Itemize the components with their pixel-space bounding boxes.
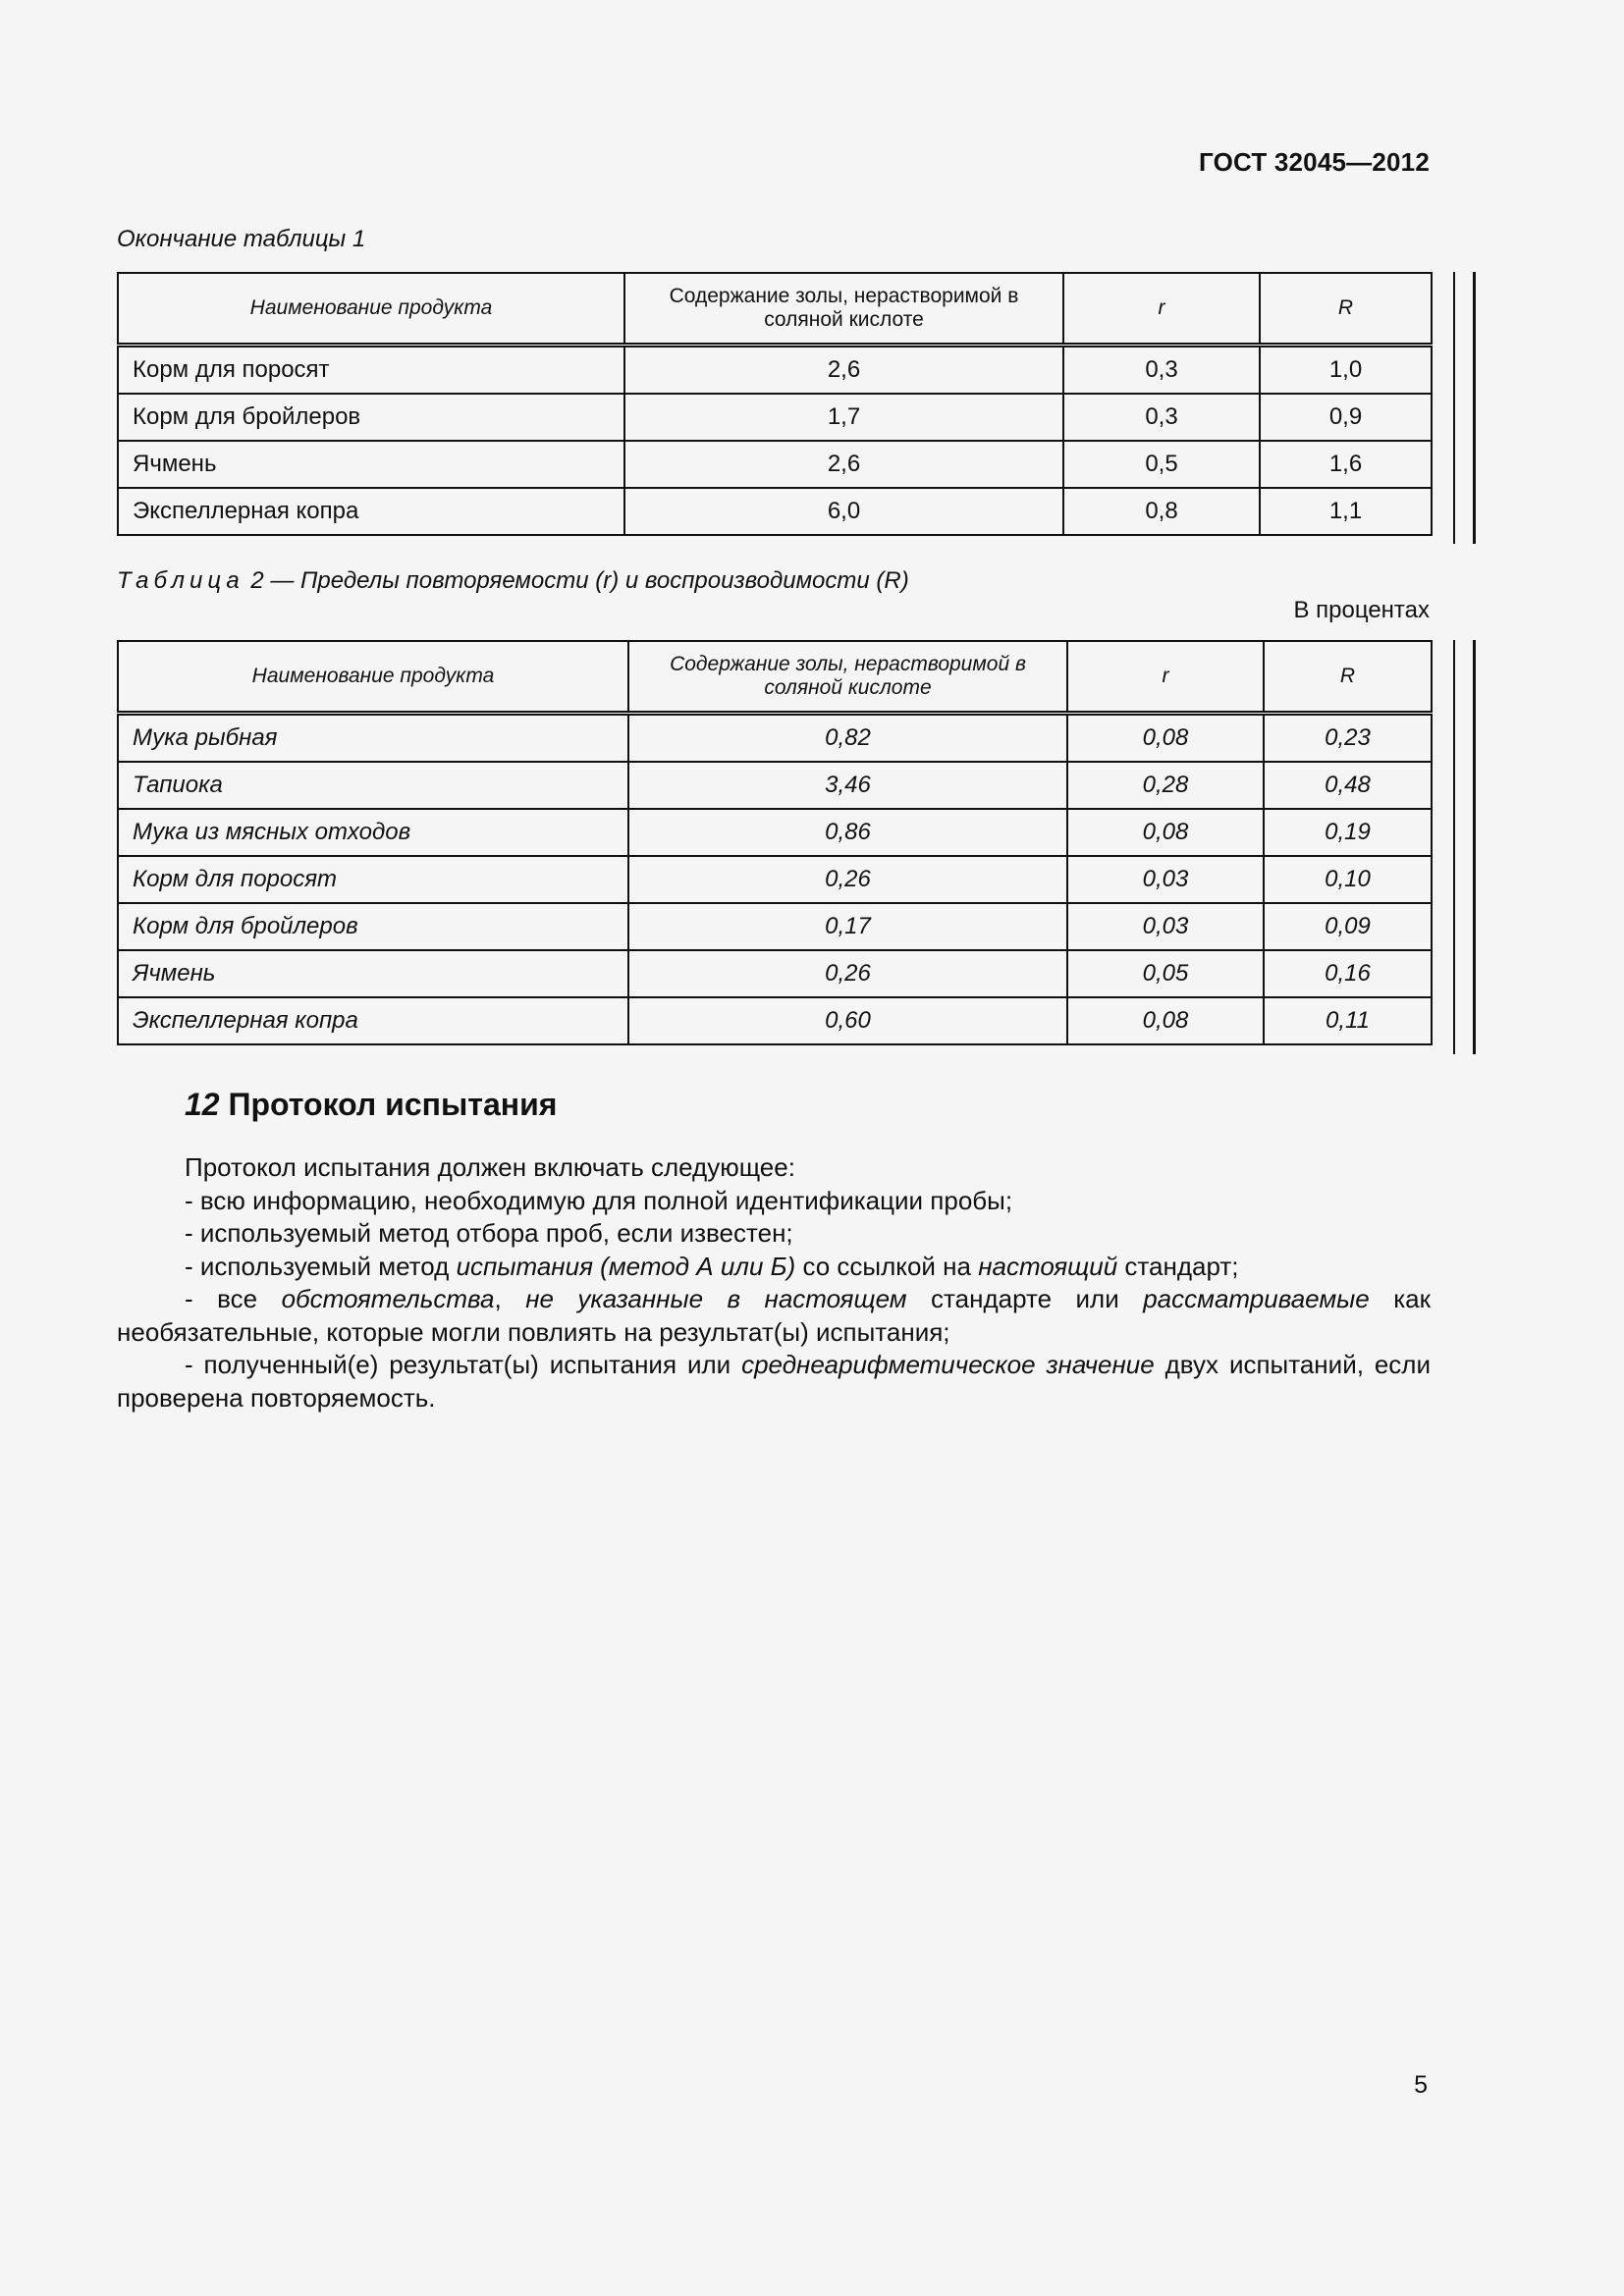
section-number: 12 bbox=[185, 1087, 220, 1122]
ash-value: 0,86 bbox=[628, 809, 1067, 856]
emphasis-run: среднеарифметическое значение bbox=[741, 1350, 1155, 1379]
table1-header-R: R bbox=[1260, 273, 1432, 346]
table2-header-R: R bbox=[1264, 641, 1432, 714]
r-value: 0,5 bbox=[1063, 441, 1260, 488]
table-row bbox=[118, 856, 1432, 903]
table2 bbox=[117, 640, 1433, 1045]
table2-header-row bbox=[118, 641, 1432, 714]
text-run: , bbox=[494, 1284, 526, 1313]
product-name: Ячмень bbox=[118, 441, 624, 488]
change-marker-bar bbox=[1453, 640, 1476, 1054]
R-value: 1,6 bbox=[1260, 441, 1432, 488]
R-value: 0,09 bbox=[1264, 903, 1432, 950]
change-marker-bar bbox=[1453, 272, 1476, 544]
R-value: 0,48 bbox=[1264, 762, 1432, 809]
document-code: ГОСТ 32045—2012 bbox=[1199, 147, 1430, 177]
ash-value: 2,6 bbox=[624, 441, 1063, 488]
ash-value: 3,46 bbox=[628, 762, 1067, 809]
R-value: 0,19 bbox=[1264, 809, 1432, 856]
table2-header-product: Наименование продукта bbox=[118, 641, 628, 714]
product-name: Корм для бройлеров bbox=[118, 394, 624, 441]
r-value: 0,3 bbox=[1063, 394, 1260, 441]
emphasis-run: не указанные в настоящем bbox=[525, 1284, 907, 1313]
table1 bbox=[117, 272, 1433, 536]
table2-header-ash: Содержание золы, нерастворимой в соляной кислоте bbox=[628, 641, 1067, 714]
table-row bbox=[118, 488, 1432, 535]
table-row bbox=[118, 997, 1432, 1044]
table2-caption bbox=[117, 567, 909, 595]
ash-value: 0,60 bbox=[628, 997, 1067, 1044]
ash-value: 0,26 bbox=[628, 856, 1067, 903]
table-row bbox=[118, 394, 1432, 441]
table1-caption: Окончание таблицы 1 bbox=[117, 226, 366, 252]
text-run: со ссылкой на bbox=[795, 1251, 979, 1281]
r-value: 0,05 bbox=[1067, 950, 1264, 997]
text-run: двух испытаний, если проверена повторяемость. bbox=[117, 1350, 1431, 1413]
table1-header-r: r bbox=[1063, 273, 1260, 346]
emphasis-run: обстоятельства bbox=[281, 1284, 495, 1313]
emphasis-run: испытания (метод А или Б) bbox=[456, 1251, 796, 1281]
r-value: 0,8 bbox=[1063, 488, 1260, 535]
r-value: 0,28 bbox=[1067, 762, 1264, 809]
product-name: Мука рыбная bbox=[118, 714, 628, 763]
section-body bbox=[117, 1151, 1431, 1415]
table-row bbox=[118, 714, 1432, 763]
R-value: 0,10 bbox=[1264, 856, 1432, 903]
page-number: 5 bbox=[1414, 2071, 1428, 2099]
table1-header-product: Наименование продукта bbox=[118, 273, 624, 346]
section-title-text: Протокол испытания bbox=[228, 1087, 558, 1122]
r-value: 0,03 bbox=[1067, 903, 1264, 950]
paragraph-item4 bbox=[117, 1283, 1431, 1349]
text-run: - полученный(е) результат(ы) испытания или bbox=[185, 1350, 742, 1379]
r-value: 0,08 bbox=[1067, 714, 1264, 763]
paragraph-item5 bbox=[117, 1349, 1431, 1415]
emphasis-run: настоящий bbox=[978, 1251, 1118, 1281]
product-name: Экспеллерная копра bbox=[118, 488, 624, 535]
product-name: Корм для поросят bbox=[118, 346, 624, 395]
text-run: стандарте или bbox=[906, 1284, 1144, 1313]
ash-value: 1,7 bbox=[624, 394, 1063, 441]
r-value: 0,03 bbox=[1067, 856, 1264, 903]
product-name: Корм для бройлеров bbox=[118, 903, 628, 950]
ash-value: 6,0 bbox=[624, 488, 1063, 535]
product-name: Тапиока bbox=[118, 762, 628, 809]
R-value: 0,11 bbox=[1264, 997, 1432, 1044]
R-value: 1,1 bbox=[1260, 488, 1432, 535]
table1-header-ash: Содержание золы, нерастворимой в соляной кислоте bbox=[624, 273, 1063, 346]
section-heading bbox=[185, 1087, 557, 1123]
ash-value: 0,17 bbox=[628, 903, 1067, 950]
paragraph-intro: Протокол испытания должен включать следующее: bbox=[185, 1152, 795, 1182]
ash-value: 0,82 bbox=[628, 714, 1067, 763]
product-name: Корм для поросят bbox=[118, 856, 628, 903]
table-row bbox=[118, 346, 1432, 395]
table-row bbox=[118, 441, 1432, 488]
table1-header-row bbox=[118, 273, 1432, 346]
table-row bbox=[118, 903, 1432, 950]
product-name: Экспеллерная копра bbox=[118, 997, 628, 1044]
emphasis-run: рассматриваемые bbox=[1143, 1284, 1370, 1313]
product-name: Ячмень bbox=[118, 950, 628, 997]
text-run: - все bbox=[185, 1284, 282, 1313]
r-value: 0,3 bbox=[1063, 346, 1260, 395]
R-value: 0,23 bbox=[1264, 714, 1432, 763]
paragraph-item3 bbox=[117, 1251, 1431, 1284]
table-row bbox=[118, 809, 1432, 856]
ash-value: 0,26 bbox=[628, 950, 1067, 997]
ash-value: 2,6 bbox=[624, 346, 1063, 395]
table-row bbox=[118, 762, 1432, 809]
paragraph-item2: - используемый метод отбора проб, если известен; bbox=[185, 1218, 793, 1248]
r-value: 0,08 bbox=[1067, 997, 1264, 1044]
table2-caption-text: 2 — Пределы повторяемости (r) и воспроизводимости (R) bbox=[250, 567, 909, 594]
R-value: 0,9 bbox=[1260, 394, 1432, 441]
product-name: Мука из мясных отходов bbox=[118, 809, 628, 856]
text-run: - используемый метод bbox=[185, 1251, 457, 1281]
R-value: 1,0 bbox=[1260, 346, 1432, 395]
table2-header-r: r bbox=[1067, 641, 1264, 714]
text-run: стандарт; bbox=[1117, 1251, 1239, 1281]
table2-caption-label: Таблица bbox=[117, 567, 244, 594]
paragraph-item1: - всю информацию, необходимую для полной идентификации пробы; bbox=[185, 1185, 1013, 1215]
table-row bbox=[118, 950, 1432, 997]
text-run: как необязательные, которые могли повлиять на результат(ы) испытания; bbox=[117, 1284, 1431, 1347]
table2-units: В процентах bbox=[1293, 597, 1430, 623]
r-value: 0,08 bbox=[1067, 809, 1264, 856]
R-value: 0,16 bbox=[1264, 950, 1432, 997]
